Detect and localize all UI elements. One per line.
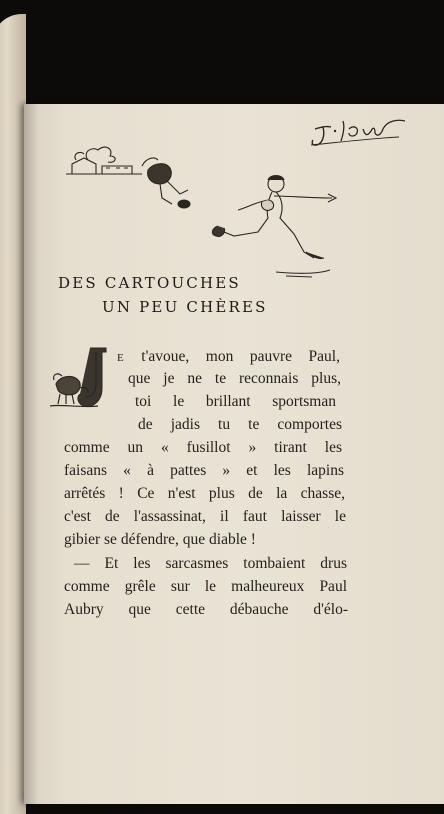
text-line-5: comme un « fusillot » tirant les [64,439,342,456]
text-line-7: arrêtés ! Ce n'est plus de la chasse, [64,485,345,502]
hunter-running-illustration [62,140,342,282]
previous-page-curl [0,14,26,814]
text-line-4: de jadis tu te comportes [138,416,342,433]
text-line-11: comme grêle sur le malheureux Paul [64,578,347,595]
text-line-1-body: t'avoue, mon pauvre Paul, [124,348,340,365]
page-gutter-shadow [24,104,38,804]
chapter-title-line-2: UN PEU CHÈRES [102,298,268,316]
text-line-2: que je ne te reconnais plus, [128,370,341,387]
drop-cap-ornament [50,344,114,418]
first-line-cap: E [117,352,125,364]
text-line-6: faisans « à pattes » et les lapins [64,462,344,479]
chapter-title-line-1: DES CARTOUCHES [58,274,241,292]
text-line-8: c'est de l'assassinat, il faut laisser le [64,508,346,525]
text-line-9: gibier se défendre, que diable ! [64,531,256,548]
text-line-12: Aubry que cette débauche d'élo- [64,601,348,618]
text-line-10: — Et les sarcasmes tombaient drus [74,555,347,572]
text-line-3: toi le brillant sportsman [135,393,336,410]
text-line-1 [117,346,340,369]
